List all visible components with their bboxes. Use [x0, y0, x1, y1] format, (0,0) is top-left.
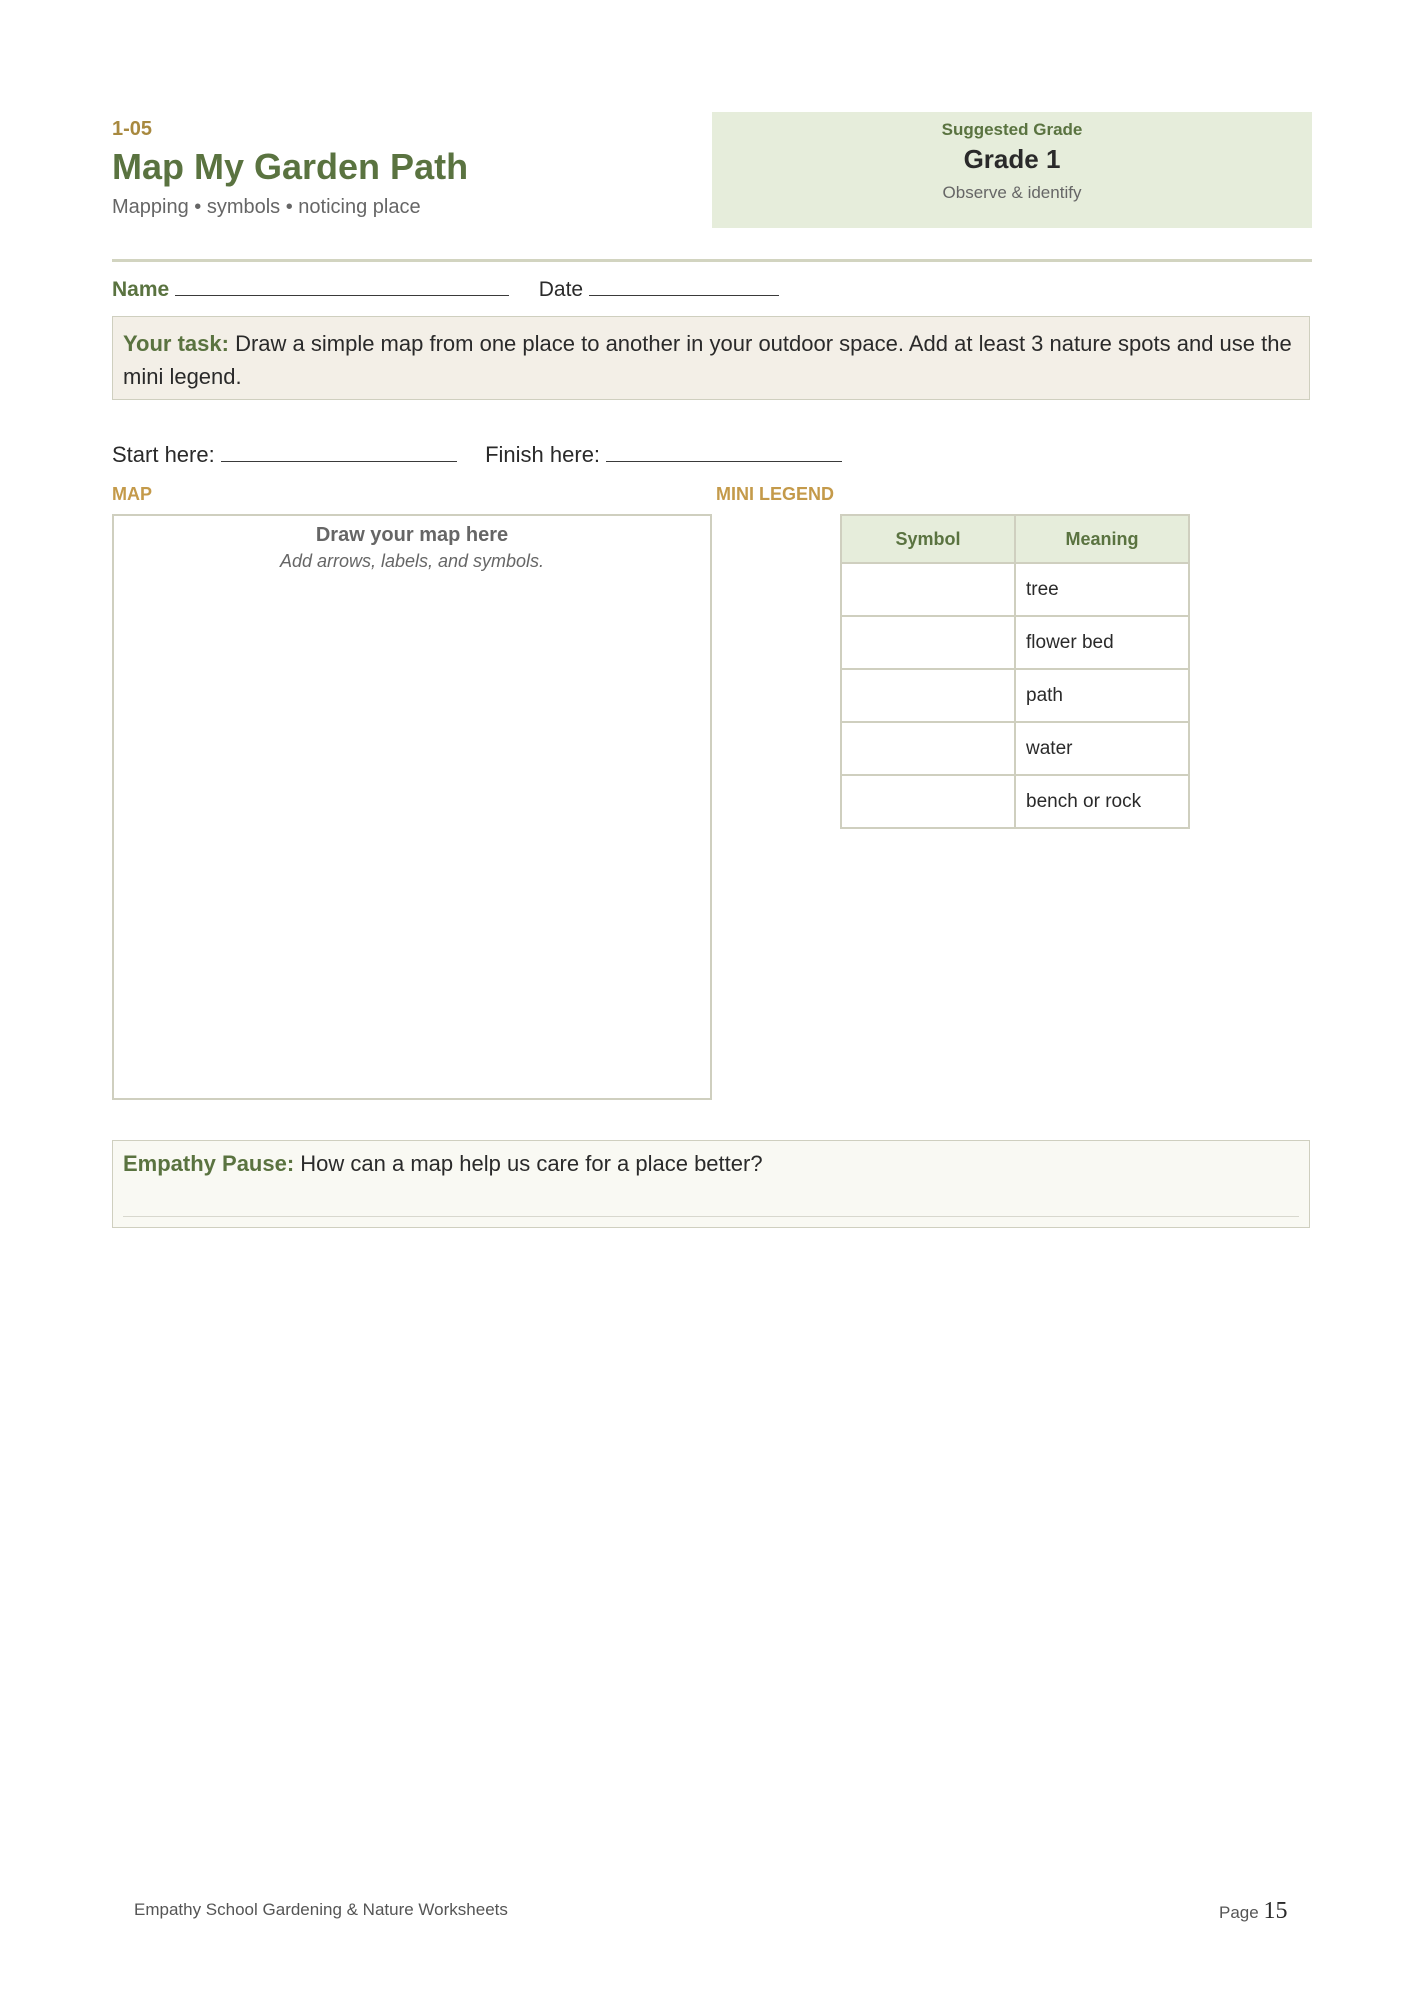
legend-row: [841, 669, 1189, 722]
empathy-question: How can a map help us care for a place better?: [300, 1151, 763, 1176]
page-title: Map My Garden Path: [112, 146, 469, 187]
activity-code: 1-05: [112, 118, 153, 140]
grade-box: [712, 112, 1312, 228]
legend-meaning-cell: path: [1015, 669, 1189, 722]
grade-note: Observe & identify: [942, 183, 1082, 202]
map-drawing-area[interactable]: [112, 514, 712, 1100]
legend-header-symbol: Symbol: [841, 515, 1015, 563]
legend-row: [841, 616, 1189, 669]
legend-meaning-cell: tree: [1015, 563, 1189, 616]
legend-symbol-cell[interactable]: [841, 563, 1015, 616]
date-label: Date: [538, 278, 584, 301]
start-label: Start here:: [112, 442, 215, 467]
empathy-pause-box: [112, 1140, 1310, 1228]
footer-title: Empathy School Gardening & Nature Worksheets: [134, 1900, 508, 1919]
legend-row: [841, 775, 1189, 828]
empathy-answer-line[interactable]: [123, 1216, 1299, 1217]
header-divider: [112, 259, 1312, 262]
map-heading: Draw your map here: [315, 524, 509, 546]
name-date-row: [112, 278, 779, 302]
legend-meaning-cell: flower bed: [1015, 616, 1189, 669]
task-label: Your task:: [123, 331, 229, 356]
legend-meaning-cell: water: [1015, 722, 1189, 775]
map-note: Add arrows, labels, and symbols.: [279, 551, 545, 571]
page-number: 15: [1263, 1898, 1288, 1924]
legend-symbol-cell[interactable]: [841, 722, 1015, 775]
name-field[interactable]: [175, 281, 509, 296]
grade-value: Grade 1: [963, 144, 1061, 174]
legend-symbol-cell[interactable]: [841, 775, 1015, 828]
start-field[interactable]: [221, 447, 457, 462]
date-field[interactable]: [589, 281, 779, 296]
legend-meaning-cell: bench or rock: [1015, 775, 1189, 828]
empathy-label: Empathy Pause:: [123, 1151, 295, 1176]
page-number-block: [1219, 1898, 1287, 1925]
legend-row: [841, 563, 1189, 616]
finish-field[interactable]: [606, 447, 842, 462]
legend-row: [841, 722, 1189, 775]
legend-header-row: [841, 515, 1189, 563]
grade-label: Suggested Grade: [941, 120, 1083, 139]
start-finish-row: [112, 442, 842, 468]
legend-section-label: MINI LEGEND: [716, 484, 835, 504]
finish-label: Finish here:: [485, 442, 601, 467]
page-label: Page: [1219, 1903, 1259, 1922]
legend-symbol-cell[interactable]: [841, 669, 1015, 722]
task-text: Draw a simple map from one place to another in your outdoor space. Add at least 3 nature spots and use the mini legend.: [123, 331, 1292, 389]
task-box: [112, 316, 1310, 400]
map-section-label: MAP: [112, 484, 152, 504]
legend-header-meaning: Meaning: [1015, 515, 1189, 563]
mini-legend-table: [840, 514, 1190, 829]
page-subtitle: Mapping • symbols • noticing place: [112, 196, 421, 218]
legend-symbol-cell[interactable]: [841, 616, 1015, 669]
name-label: Name: [112, 278, 170, 301]
